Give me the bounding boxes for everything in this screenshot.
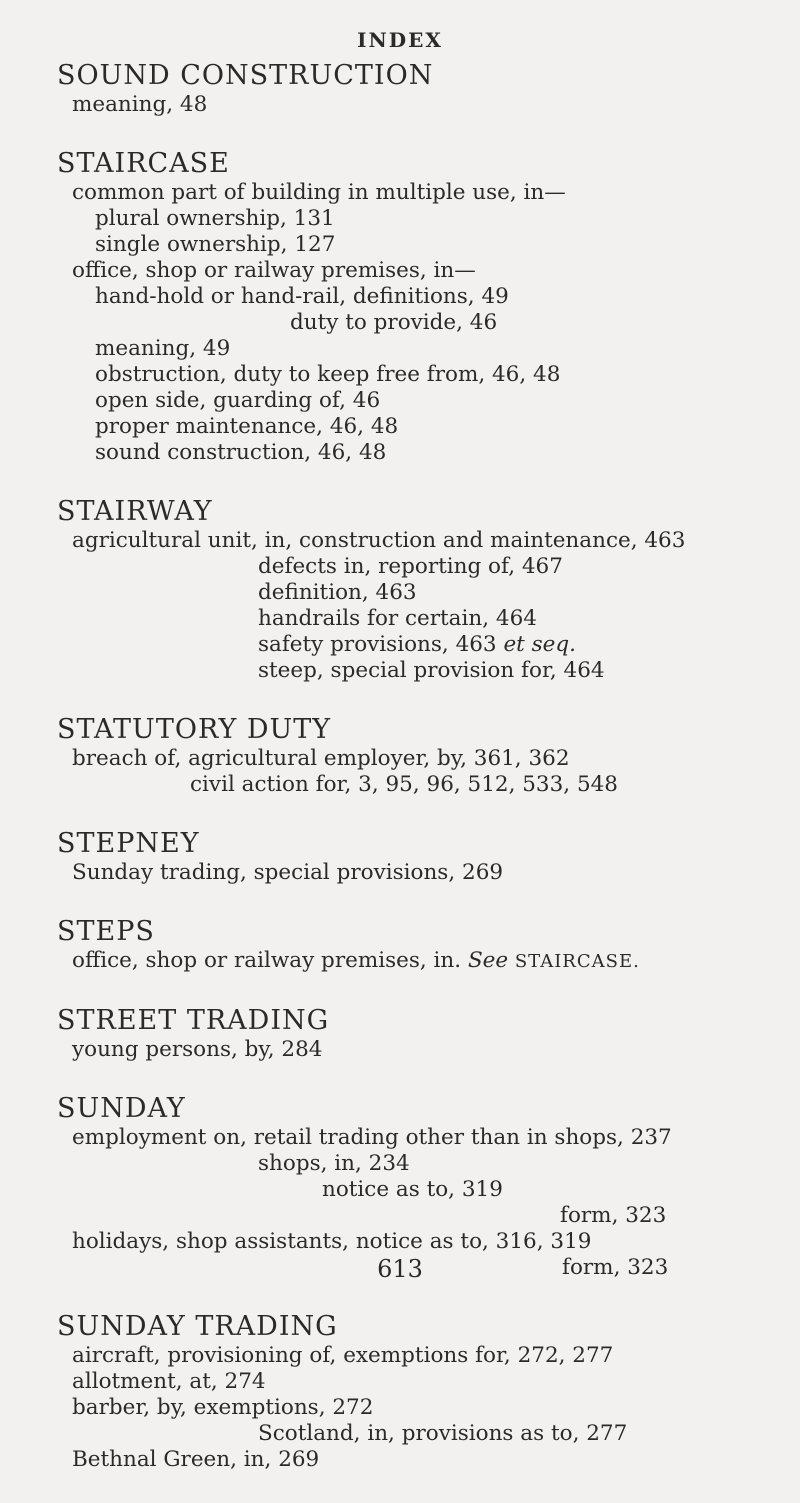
index-entry xyxy=(0,828,800,886)
entry-subline: safety provisions, 463 et seq. xyxy=(258,632,576,657)
index-entry xyxy=(0,496,800,684)
entry-subline: holidays, shop assistants, notice as to, 316, 319 xyxy=(72,1229,592,1254)
page-number: 613 xyxy=(377,1255,423,1283)
page-header: INDEX xyxy=(357,28,443,52)
entry-subline: plural ownership, 131 xyxy=(95,206,335,231)
entry-subline: common part of building in multiple use, in— xyxy=(72,180,566,205)
entry-subline: breach of, agricultural employer, by, 361, 362 xyxy=(72,746,570,771)
entry-subline: aircraft, provisioning of, exemptions for, 272, 277 xyxy=(72,1343,614,1368)
entry-heading: STAIRWAY xyxy=(57,496,213,527)
entry-subline: civil action for, 3, 95, 96, 512, 533, 548 xyxy=(190,772,618,797)
entry-subline: steep, special provision for, 464 xyxy=(258,658,605,683)
entry-subline: handrails for certain, 464 xyxy=(258,606,537,631)
entry-subline: agricultural unit, in, construction and maintenance, 463 xyxy=(72,528,686,553)
entry-subline: Bethnal Green, in, 269 xyxy=(72,1447,320,1472)
entry-subline: Sunday trading, special provisions, 269 xyxy=(72,860,504,885)
index-entry xyxy=(0,1005,800,1063)
entry-subline: young persons, by, 284 xyxy=(72,1037,323,1062)
entry-heading: SUNDAY TRADING xyxy=(57,1311,338,1342)
entry-subline: duty to provide, 46 xyxy=(290,310,498,335)
entry-subline: meaning, 48 xyxy=(72,92,208,117)
entry-subline: barber, by, exemptions, 272 xyxy=(72,1395,374,1420)
index-entry xyxy=(0,1311,800,1473)
entry-subline: meaning, 49 xyxy=(95,336,231,361)
index-entry xyxy=(0,148,800,466)
entry-subline: Scotland, in, provisions as to, 277 xyxy=(258,1421,628,1446)
index-entry xyxy=(0,916,800,975)
index-entry xyxy=(0,60,800,118)
entry-heading: SUNDAY xyxy=(57,1093,186,1124)
entry-subline: employment on, retail trading other than in shops, 237 xyxy=(72,1125,672,1150)
entry-heading: STAIRCASE xyxy=(57,148,230,179)
entry-subline: form, 323 xyxy=(562,1255,669,1280)
entry-subline: open side, guarding of, 46 xyxy=(95,388,381,413)
entry-subline: defects in, reporting of, 467 xyxy=(258,554,563,579)
entry-subline: definition, 463 xyxy=(258,580,417,605)
entry-heading: STEPS xyxy=(57,916,155,947)
entry-subline: allotment, at, 274 xyxy=(72,1369,266,1394)
entry-subline: proper maintenance, 46, 48 xyxy=(95,414,399,439)
entry-subline: shops, in, 234 xyxy=(258,1151,410,1176)
entry-subline: single ownership, 127 xyxy=(95,232,336,257)
entry-heading: SOUND CONSTRUCTION xyxy=(57,60,434,91)
entry-subline: sound construction, 46, 48 xyxy=(95,440,387,465)
entry-subline: office, shop or railway premises, in. See STAIRCASE. xyxy=(72,948,640,973)
entry-heading: STREET TRADING xyxy=(57,1005,330,1036)
index-entry xyxy=(0,714,800,798)
entry-subline: office, shop or railway premises, in— xyxy=(72,258,476,283)
index-entry xyxy=(0,1093,800,1281)
entry-subline: obstruction, duty to keep free from, 46, 48 xyxy=(95,362,561,387)
entry-subline: form, 323 xyxy=(560,1203,667,1228)
entry-heading: STEPNEY xyxy=(57,828,200,859)
entry-heading: STATUTORY DUTY xyxy=(57,714,332,745)
index-entries xyxy=(0,60,800,1503)
entry-subline: hand-hold or hand-rail, definitions, 49 xyxy=(95,284,509,309)
entry-subline: notice as to, 319 xyxy=(322,1177,503,1202)
